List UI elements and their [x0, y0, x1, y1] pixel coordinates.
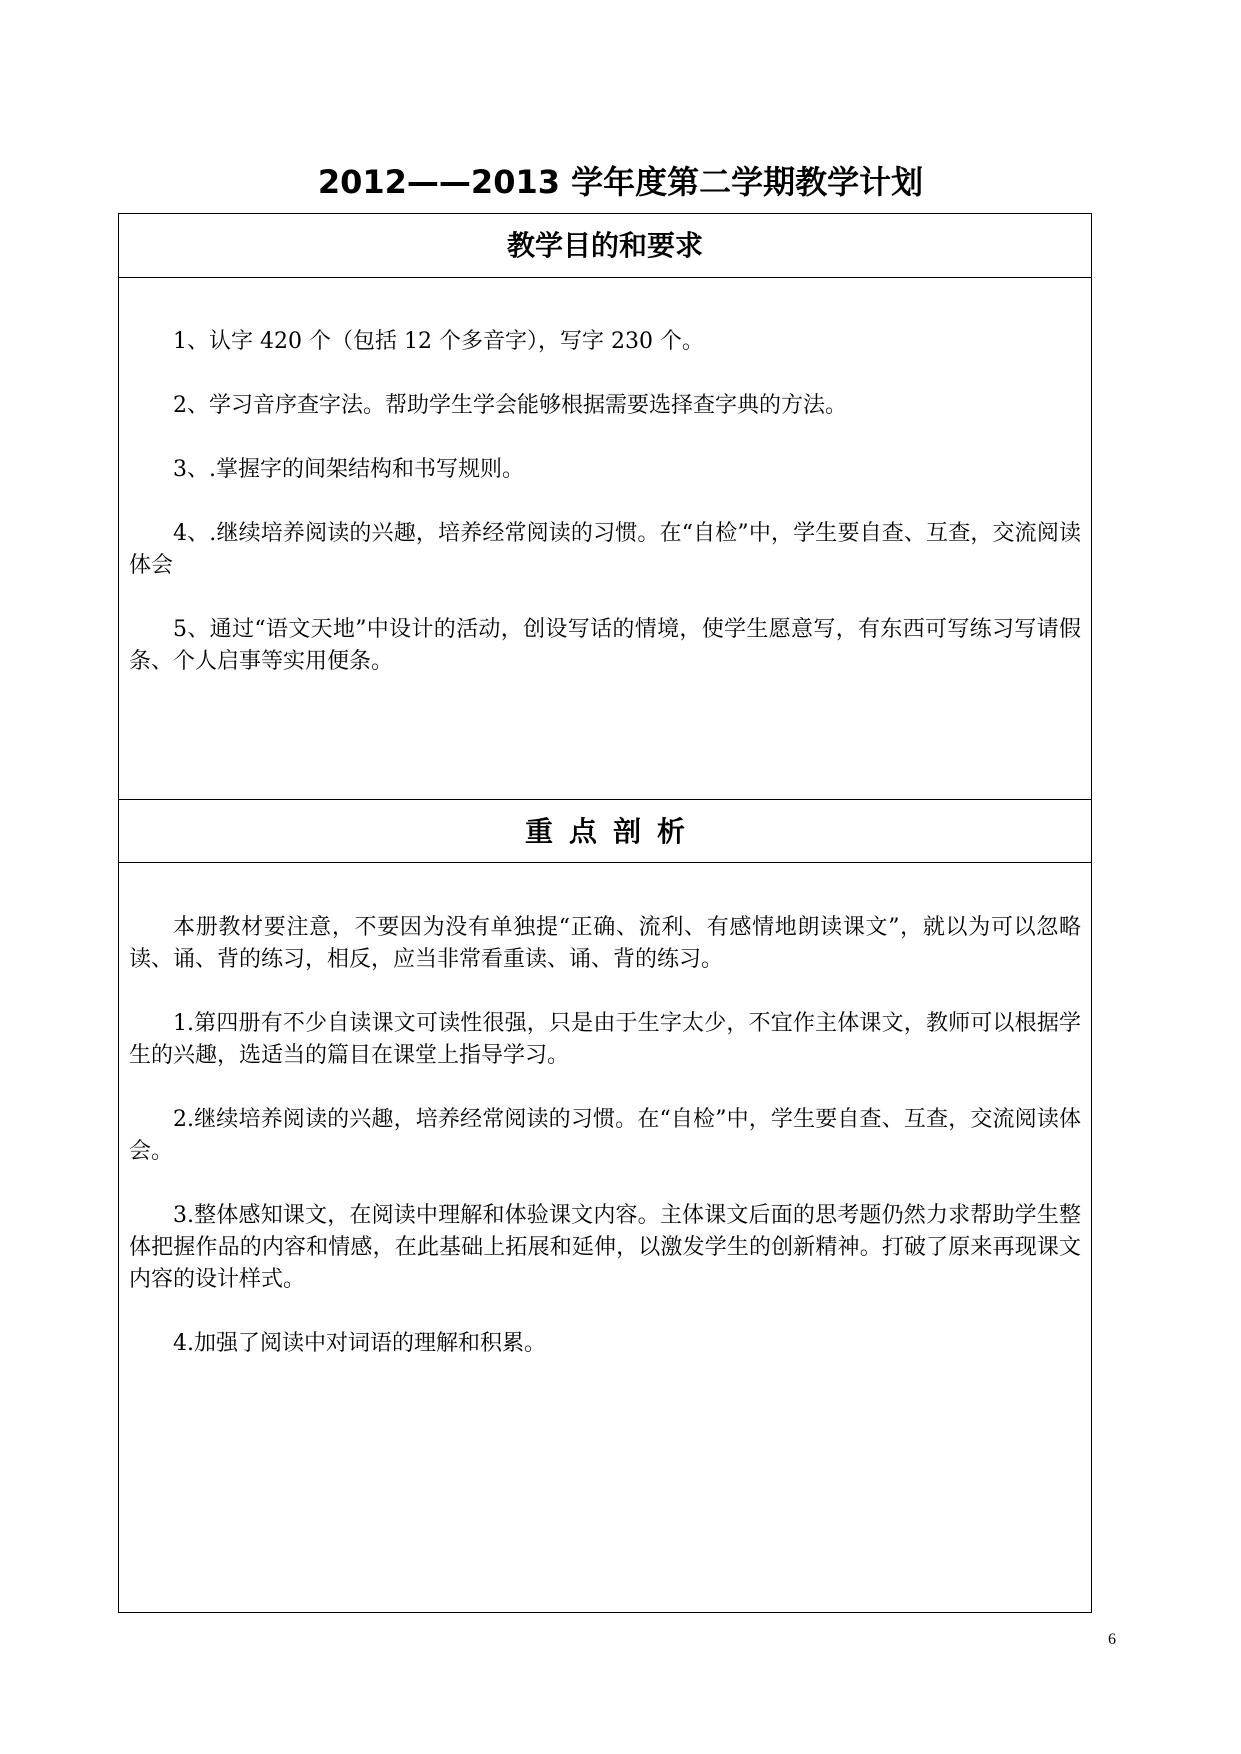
goal-paragraph: 5、通过“语文天地”中设计的活动，创设写话的情境，使学生愿意写，有东西可写练习写请假条、个人启事等实用便条。 — [129, 617, 1081, 674]
analysis-paragraph: 本册教材要注意，不要因为没有单独提“正确、流利、有感情地朗读课文”，就以为可以忽略读、诵、背的练习，相反，应当非常看重读、诵、背的练习。 — [129, 915, 1081, 972]
section-heading-analysis: 重点剖析 — [119, 799, 1091, 863]
goal-paragraph: 1、认字 420 个（包括 12 个多音字），写字 230 个。 — [173, 329, 704, 354]
page-title: 2012——2013 学年度第二学期教学计划 — [317, 163, 924, 201]
goal-paragraph: 4、.继续培养阅读的兴趣，培养经常阅读的习惯。在“自检”中，学生要自查、互查，交流阅读体会 — [129, 521, 1081, 578]
section-body-analysis — [119, 912, 1091, 1392]
page-number: 6 — [1108, 1631, 1116, 1648]
analysis-paragraph: 2.继续培养阅读的兴趣，培养经常阅读的习惯。在“自检”中，学生要自查、互查，交流阅读体会。 — [129, 1107, 1081, 1164]
analysis-paragraph: 3.整体感知课文，在阅读中理解和体验课文内容。主体课文后面的思考题仍然力求帮助学生整体把握作品的内容和情感，在此基础上拓展和延伸，以激发学生的创新精神。打破了原来再现课文内容的设计样式。 — [129, 1203, 1081, 1292]
section-heading-goals: 教学目的和要求 — [119, 214, 1091, 278]
plan-table — [118, 213, 1092, 1613]
analysis-paragraph: 4.加强了阅读中对词语的理解和积累。 — [173, 1331, 546, 1356]
section-body-goals — [119, 326, 1091, 710]
analysis-paragraph: 1.第四册有不少自读课文可读性很强，只是由于生字太少，不宜作主体课文，教师可以根据学生的兴趣，选适当的篇目在课堂上指导学习。 — [129, 1011, 1081, 1068]
goal-paragraph: 2、学习音序查字法。帮助学生学会能够根据需要选择查字典的方法。 — [173, 393, 847, 418]
goal-paragraph: 3、.掌握字的间架结构和书写规则。 — [173, 457, 524, 482]
